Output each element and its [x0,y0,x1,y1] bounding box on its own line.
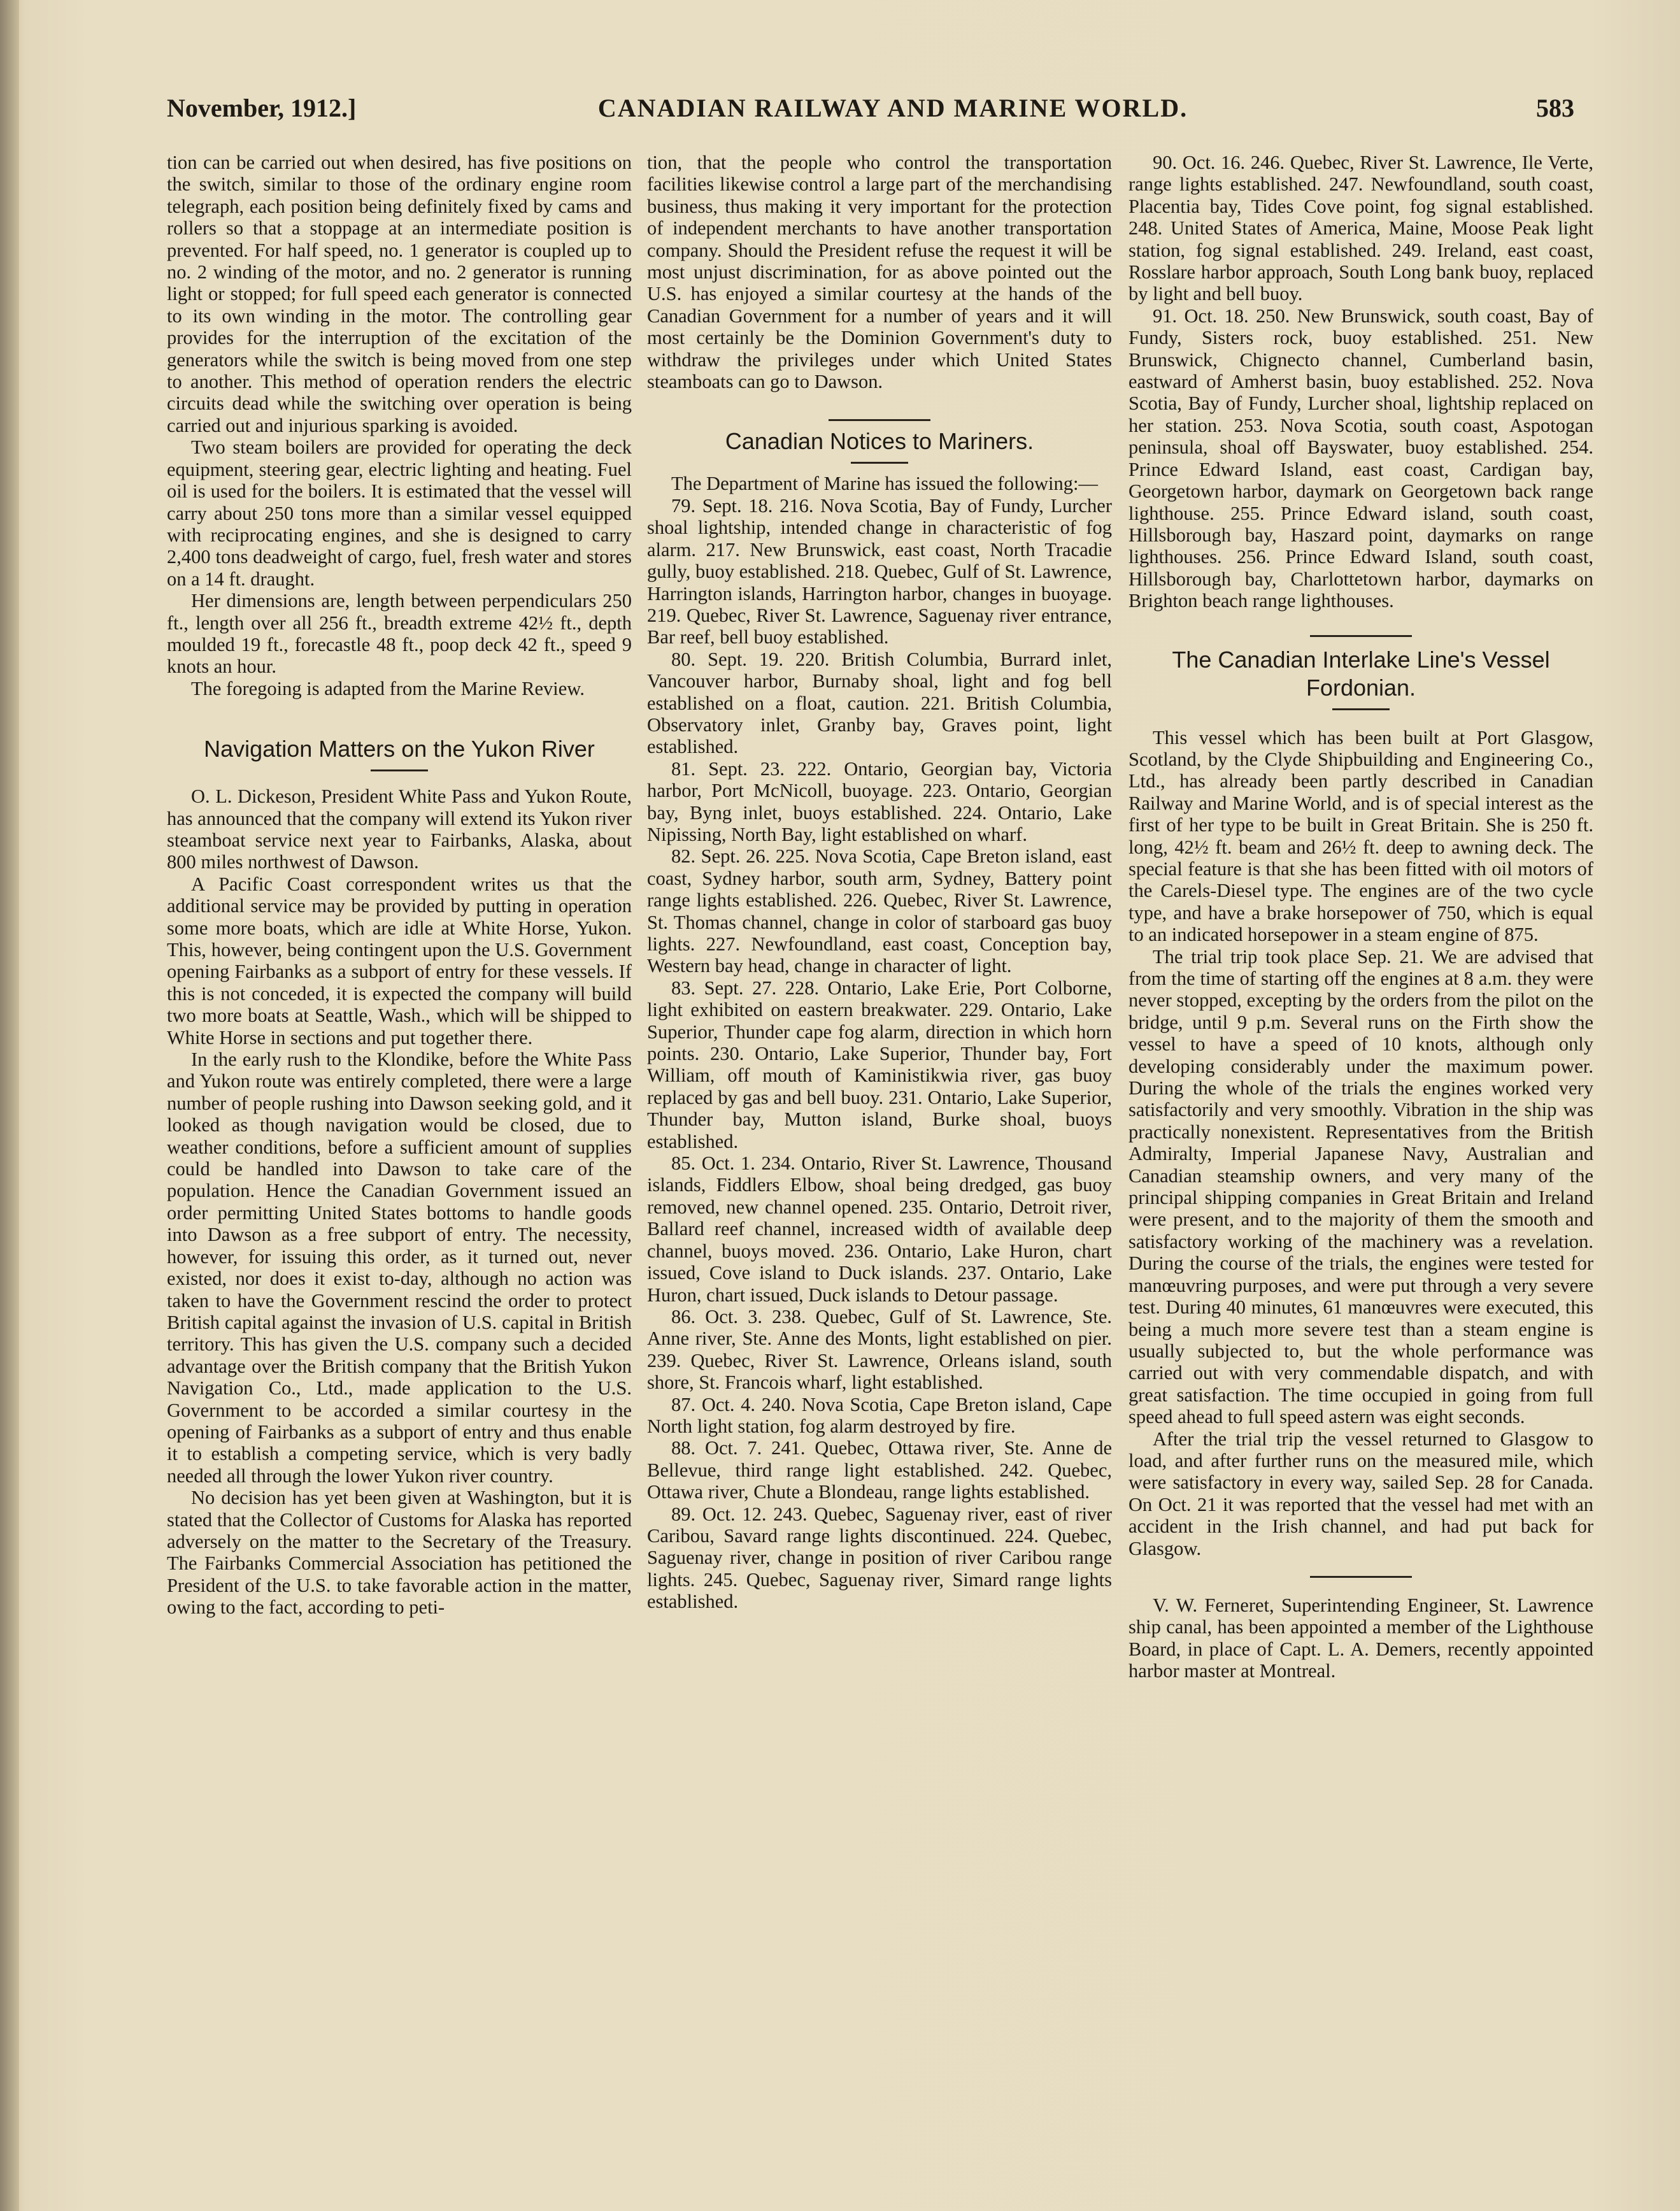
column-2 [647,152,1112,2126]
article-heading-mariners: Canadian Notices to Mariners. [725,428,1034,455]
paragraph: In the early rush to the Klondike, before the White Pass and Yukon route was entirely completed, there were a large number of people rushing into Dawson seeking gold, and it looked as though navigation would be closed, due to weather conditions, before a sufficient amount of supplies could be handled into Dawson to take care of the population. Hence the Canadian Government issued an order permitting United States bottoms to handle goods into Dawson as a free subport of entry. The necessity, however, for issuing this order, as it turned out, never existed, nor does it exist to-day, although no action was taken to have the Government rescind the order to protect British capital against the invasion of U.S. capital in British territory. This has given the U.S. company such a decided advantage over the British company that the British Yukon Navigation Co., Ltd., made application to the U.S. Government to be accorded a similar courtesy in the opening of Fairbanks as a subport of entry and thus enable it to establish a competing service, which is very badly needed all through the lower Yukon river country. [167,1048,632,1487]
issue-date: November, 1912.] [167,94,357,122]
publication-title: CANADIAN RAILWAY AND MARINE WORLD. [597,94,1188,122]
paragraph: tion can be carried out when desired, has five positions on the switch, similar to those of the ordinary engine room telegraph, each position being definitely fixed by cams and rollers so that a stoppage at an intermediate position is prevented. For half speed, no. 1 generator is coupled up to no. 2 winding of the motor, and no. 2 generator is running light or stopped; for full speed each generator is connected to its own winding in the motor. The controlling gear provides for the interruption of the excitation of the generators while the switch is being moved from one step to another. This method of operation renders the electric circuits dead while the switching over operation is being carried out and injurious sparking is avoided. [167,152,632,436]
article-separator [1310,1576,1412,1578]
notice-item: 83. Sept. 27. 228. Ontario, Lake Erie, Port Colborne, light exhibited on eastern breakwater. 229. Ontario, Lake Superior, Thunder cape fog alarm, direction in which horn points. 230. Ontario, Lake Superior, Thunder bay, Fort William, off mouth of Kaministikwia river, gas buoy replaced by gas and bell buoy. 231. Ontario, Lake Superior, Thunder bay, Mutton island, Burke shoal, buoys established. [647,977,1112,1152]
paragraph: Her dimensions are, length between perpendiculars 250 ft., length over all 256 ft., breadth extreme 42½ ft., depth moulded 19 ft., forecastle 48 ft., poop deck 42 ft., speed 9 knots an hour. [167,590,632,678]
paragraph: tion, that the people who control the transportation facilities likewise control a large part of the merchandising business, thus making it very important for the protection of independent merchants to have another transportation company. Should the President refuse the request it will be most unjust discrimination, for as above pointed out the U.S. has enjoyed a similar courtesy at the hands of the Canadian Government for a number of years and it will most certainly be the Dominion Government's duty to withdraw the privileges under which United States steamboats can go to Dawson. [647,152,1112,393]
paragraph: This vessel which has been built at Port Glasgow, Scotland, by the Clyde Shipbuilding and Engineering Co., Ltd., has already been partly described in Canadian Railway and Marine World, and is of special interest as the first of her type to be built in Great Britain. She is 250 ft. long, 42½ ft. beam and 26½ ft. deep to awning deck. The special feature is that she has been fitted with oil motors of the Carels-Diesel type. The engines are of the two cycle type, and have a brake horsepower of 750, which is equal to an indicated horsepower in a steam engine of 875. [1128,726,1593,946]
paragraph: After the trial trip the vessel returned to Glasgow to load, and after further runs on the measured mile, which were satisfactory in every way, sailed Sep. 28 for Canada. On Oct. 21 it was reported that the vessel had met with an accident in the Irish channel, and had put back for Glasgow. [1128,1427,1593,1559]
heading-rule [371,769,428,771]
paragraph: A Pacific Coast correspondent writes us that the additional service may be provided by putting in operation some more boats, which are idle at White Horse, Yukon. This, however, being contingent upon the U.S. Government opening Fairbanks as a subport of entry for these vessels. If this is not conceded, it is expected the company will build two more boats at Seattle, Wash., which will be shipped to White Horse in sections and put together there. [167,873,632,1048]
notice-item: 90. Oct. 16. 246. Quebec, River St. Lawrence, Ile Verte, range lights established. 247. Newfoundland, south coast, Placentia bay, Tides Cove point, fog signal established. 248. United States of America, Maine, Moose Peak light station, fog signal established. 249. Ireland, east coast, Rosslare harbor approach, South Long bank buoy, replaced by light and bell buoy. [1128,152,1593,305]
notice-item: 91. Oct. 18. 250. New Brunswick, south coast, Bay of Fundy, Sisters rock, buoy established. 251. New Brunswick, Chignecto channel, Cumberland basin, eastward of Amherst basin, buoy established. 252. Nova Scotia, Bay of Fundy, Lurcher shoal, lightship replaced on her station. 253. Nova Scotia, south coast, Aspotogan peninsula, shoal off Bayswater, buoy established. 254. Prince Edward Island, east coast, Cardigan bay, Georgetown harbor, daymark on Georgetown back range lighthouse. 255. Prince Edward island, south coast, Hillsborough bay, Haszard point, daymarks on range lighthouses. 256. Prince Edward Island, south coast, Hillsborough bay, Charlottetown harbor, daymarks on Brighton beach range lighthouses. [1128,304,1593,612]
notice-item: 82. Sept. 26. 225. Nova Scotia, Cape Breton island, east coast, Sydney harbor, south arm, Sydney, Battery point range lights established. 226. Quebec, River St. Lawrence, St. Thomas channel, change in color of starboard gas buoy lights. 227. Newfoundland, east coast, Conception bay, Western bay head, change in character of light. [647,845,1112,977]
paragraph: The Department of Marine has issued the following:— [671,473,1098,495]
article-heading-fordonian: The Canadian Interlake Line's Vessel Fordonian. [1172,646,1550,701]
paragraph: The foregoing is adapted from the Marine Review. [191,677,585,699]
article-heading-yukon: Navigation Matters on the Yukon River [204,736,595,762]
notice-item: 88. Oct. 7. 241. Quebec, Ottawa river, Ste. Anne de Bellevue, third range light established. 242. Quebec, Ottawa river, Chute a Blondeau, range lights established. [647,1437,1112,1503]
notice-item: 80. Sept. 19. 220. British Columbia, Burrard inlet, Vancouver harbor, Burnaby shoal, light and fog bell established on a float, caution. 221. British Columbia, Observatory inlet, Granby bay, Graves point, light established. [647,648,1112,758]
notice-item: 85. Oct. 1. 234. Ontario, River St. Lawrence, Thousand islands, Fiddlers Elbow, shoal being dredged, gas buoy removed, new channel opened. 235. Ontario, Detroit river, Ballard reef channel, increased width of available deep channel, buoys moved. 236. Ontario, Lake Huron, chart issued, Cove island to Duck islands. 237. Ontario, Lake Huron, chart issued, Duck islands to Detour passage. [647,1152,1112,1306]
paragraph: The trial trip took place Sep. 21. We are advised that from the time of starting off the engines at 8 a.m. they were never stopped, excepting by the orders from the pilot on the bridge, until 9 p.m. Several runs on the Firth show the vessel to have a speed of 10 knots, although only developing considerably under the maximum power. During the whole of the trials the engines worked very satisfactorily and very smoothly. Vibration in the ship was practically nonexistent. Representatives from the British Admiralty, Imperial Japanese Navy, Australian and Canadian steamship owners, and very many of the principal shipping companies in Great Britain and Ireland were present, and to the majority of them the smooth and satisfactory working of the machinery was a revelation. During the course of the trials, the engines were tested for manœuvring purposes, and were put through a very severe test. During 40 minutes, 61 manœuvres were executed, this being a much more severe test than a steam engine is usually subjected to, but the whole performance was carried out with very commendable dispatch, and with great satisfaction. The time occupied in going from full speed ahead to full speed astern was eight seconds. [1128,945,1593,1428]
column-1 [167,152,632,2126]
notice-item: 87. Oct. 4. 240. Nova Scotia, Cape Breton island, Cape North light station, fog alarm destroyed by fire. [647,1393,1112,1437]
notice-item: 79. Sept. 18. 216. Nova Scotia, Bay of Fundy, Lurcher shoal lightship, intended change in characteristic of fog alarm. 217. New Brunswick, east coast, North Tracadie gully, buoy established. 218. Quebec, Gulf of St. Lawrence, Harrington islands, Harrington harbor, changes in buoyage. 219. Quebec, River St. Lawrence, Saguenay river entrance, Bar reef, bell buoy established. [647,494,1112,648]
page-number: 583 [1536,94,1574,122]
notice-item: 86. Oct. 3. 238. Quebec, Gulf of St. Lawrence, Ste. Anne river, Ste. Anne des Monts, light established on pier. 239. Quebec, River St. Lawrence, Orleans island, south shore, St. Francois wharf, light established. [647,1305,1112,1394]
notice-item: 81. Sept. 23. 222. Ontario, Georgian bay, Victoria harbor, Port McNicoll, buoyage. 223. Ontario, Georgian bay, Byng inlet, buoys established. 224. Ontario, Lake Nipissing, North Bay, light established on wharf. [647,757,1112,845]
heading-rule [1332,708,1390,710]
paragraph: No decision has yet been given at Washington, but it is stated that the Collector of Customs for Alaska has reported adversely on the matter to the Secretary of the Treasury. The Fairbanks Commercial Association has petitioned the President of the U.S. to take favorable action in the matter, owing to the fact, according to peti- [167,1487,632,1619]
column-3 [1128,152,1593,2126]
heading-rule [851,462,908,464]
article-separator [1310,635,1412,637]
article-separator [829,419,930,421]
paragraph: O. L. Dickeson, President White Pass and Yukon Route, has announced that the company will extend its Yukon river steamboat service next year to Fairbanks, Alaska, about 800 miles northwest of Dawson. [167,785,632,873]
paragraph: Two steam boilers are provided for operating the deck equipment, steering gear, electric lighting and heating. Fuel oil is used for the boilers. It is estimated that the vessel will carry about 250 tons more than a similar vessel equipped with reciprocating engines, and she is designed to carry 2,400 tons deadweight of cargo, fuel, fresh water and stores on a 14 ft. draught. [167,436,632,590]
notice-item: 89. Oct. 12. 243. Quebec, Saguenay river, east of river Caribou, Savard range lights discontinued. 224. Quebec, Saguenay river, change in position of river Caribou range lights. 245. Quebec, Saguenay river, Simard range lights established. [647,1503,1112,1613]
page-header [167,93,1574,138]
paragraph: V. W. Ferneret, Superintending Engineer, St. Lawrence ship canal, has been appointed a member of the Lighthouse Board, in place of Capt. L. A. Demers, recently appointed harbor master at Montreal. [1128,1594,1593,1682]
page-spine-shadow [0,0,19,2211]
